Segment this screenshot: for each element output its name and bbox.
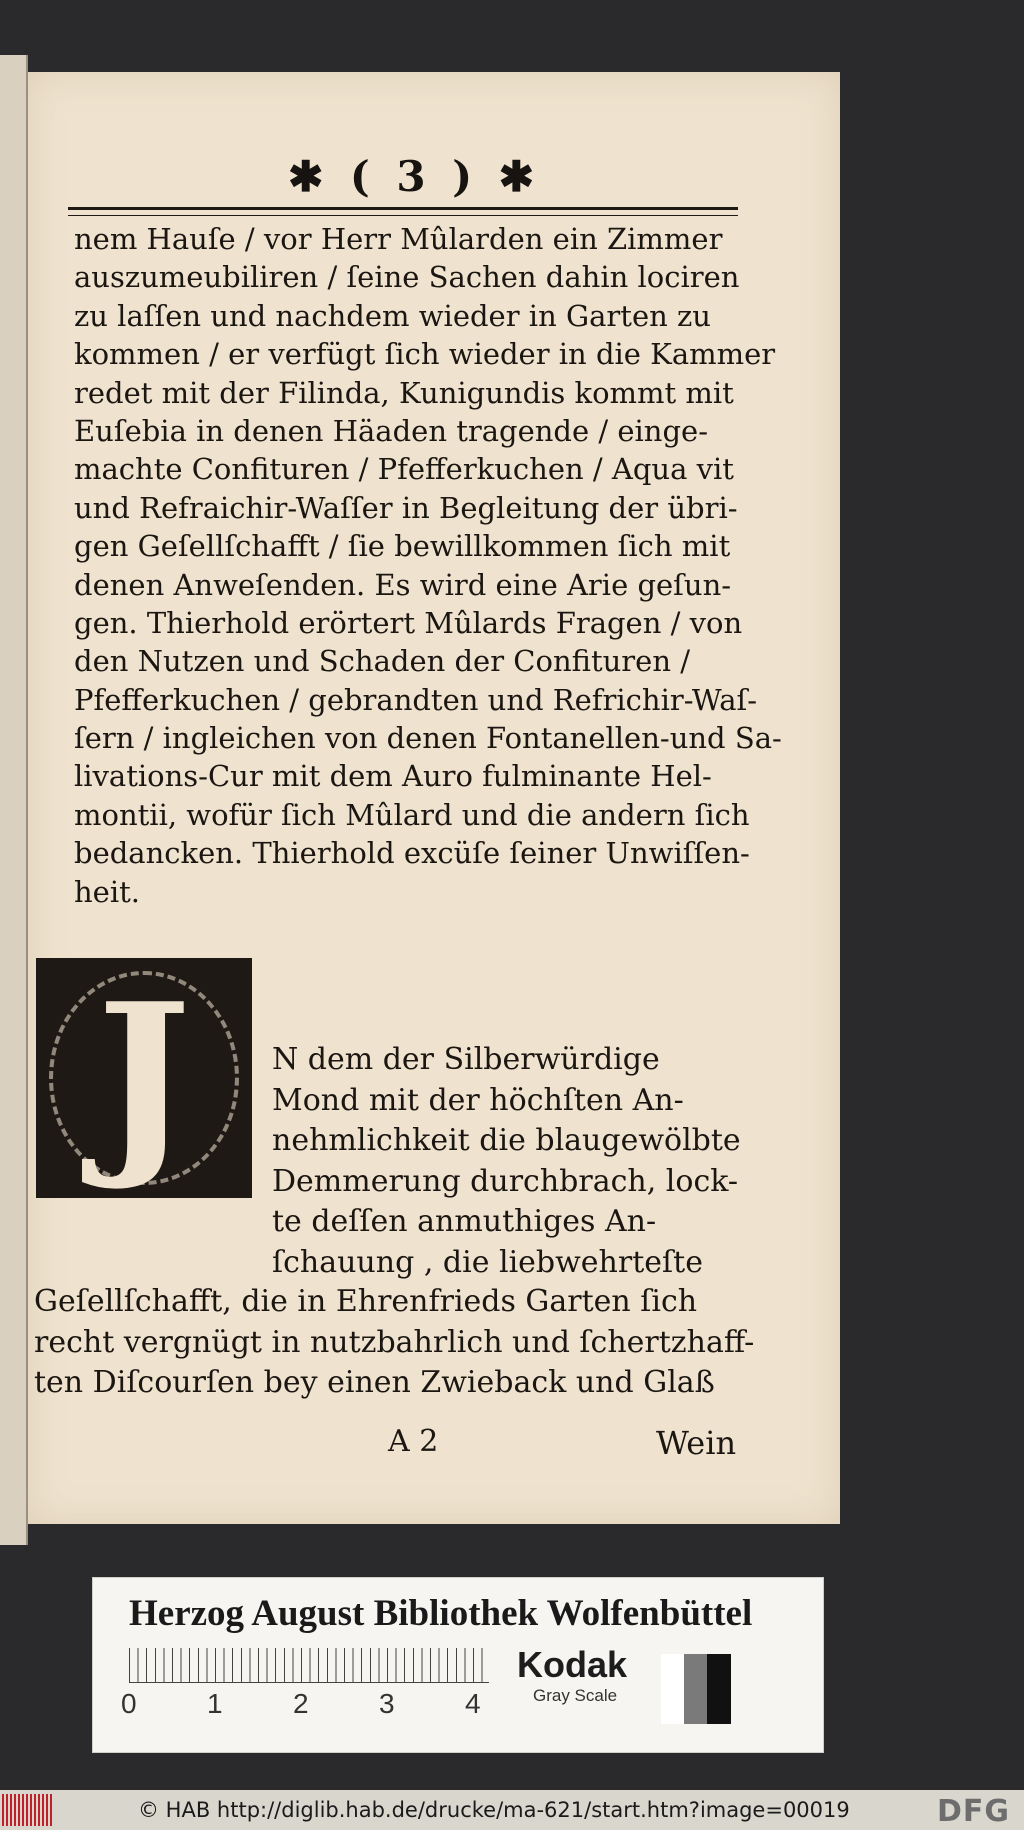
- dfg-logo: DFG: [936, 1794, 1010, 1829]
- library-title: Herzog August Bibliothek Wolfenbüttel: [129, 1593, 753, 1634]
- text-line: ſchauung , die liebwehrteſte: [272, 1244, 703, 1280]
- color-reference-card: [92, 1577, 824, 1753]
- text-line: Pfefferkuchen / gebrandten und Refrichir-Waſ-: [74, 682, 758, 717]
- paragraph-1: [74, 220, 782, 911]
- ruler-number: 1: [207, 1688, 223, 1719]
- text-line: auszumeubiliren / ſeine Sachen dahin lociren: [74, 260, 740, 295]
- text-line: zu laſſen und nachdem wieder in Garten zu: [74, 298, 711, 333]
- kodak-logo: Kodak: [517, 1644, 628, 1685]
- ruler-number: 4: [465, 1688, 481, 1719]
- catchword: Wein: [656, 1424, 737, 1462]
- header-rule: [68, 207, 738, 216]
- text-line: gen Geſellſchafft / ſie bewillkommen ſich mit: [74, 529, 731, 564]
- gray-swatch: [707, 1654, 731, 1724]
- text-line: und Refraichir-Waſſer in Begleitung der übri-: [74, 490, 738, 525]
- gray-swatch: [661, 1654, 685, 1724]
- paragraph-2-continued: [34, 1282, 755, 1404]
- text-line: kommen / er verfügt ſich wieder in die Kammer: [74, 337, 776, 372]
- signature-mark: A 2: [388, 1424, 439, 1459]
- text-line: redet mit der Filinda, Kunigundis kommt mit: [74, 375, 734, 410]
- gray-swatch: [684, 1654, 708, 1724]
- text-line: machte Confituren / Pfefferkuchen / Aqua vit: [74, 452, 734, 487]
- footer-bar: [0, 1790, 1024, 1830]
- text-line: livations-Cur mit dem Auro fulminante Hel-: [74, 759, 712, 794]
- text-line: Geſellſchafft, die in Ehrenfrieds Garten ſich: [34, 1284, 698, 1319]
- adjacent-page-edge: [0, 55, 28, 1545]
- gray-swatches: [661, 1654, 731, 1724]
- text-line: denen Anweſenden. Es wird eine Arie geſun-: [74, 567, 732, 602]
- book-page: [28, 72, 840, 1524]
- text-line: N dem der Silberwürdige: [272, 1042, 660, 1077]
- barcode-icon: [2, 1794, 52, 1826]
- decorated-initial: [36, 958, 252, 1198]
- initial-letter: J: [96, 960, 192, 1195]
- page-header: ✱ ( 3 ) ✱: [288, 152, 540, 201]
- text-line: nehmlichkeit die blaugewölbte: [272, 1123, 741, 1158]
- text-line: den Nutzen und Schaden der Confituren /: [74, 644, 690, 679]
- text-line: nem Hauſe / vor Herr Mûlarden ein Zimmer: [74, 222, 723, 256]
- text-line: bedancken. Thierhold excüſe ſeiner Unwiſſen-: [74, 836, 750, 871]
- text-line: ten Diſcourſen bey einen Zwieback und Glaß: [34, 1365, 715, 1400]
- footer-credit[interactable]: © HAB http://diglib.hab.de/drucke/ma-621/start.htm?image=00019: [138, 1798, 850, 1822]
- ruler-number: 2: [293, 1688, 309, 1719]
- ruler-number: 3: [379, 1688, 395, 1719]
- text-line: gen. Thierhold erörtert Mûlards Fragen / von: [74, 605, 743, 640]
- gray-scale-label: Gray Scale: [533, 1686, 618, 1705]
- paragraph-2-beside-initial: [272, 1040, 744, 1283]
- text-line: Demmerung durchbrach, lock-: [272, 1163, 739, 1199]
- scale-ruler: [121, 1648, 489, 1719]
- text-line: montii, wofür ſich Mûlard und die andern ſich: [74, 797, 750, 832]
- ruler-number: 0: [121, 1688, 137, 1719]
- text-line: recht vergnügt in nutzbahrlich und ſchertzhaff-: [34, 1324, 755, 1360]
- initial-ornament: [49, 971, 239, 1185]
- ruler-ticks: [129, 1648, 489, 1683]
- text-line: heit.: [74, 874, 140, 909]
- text-line: Mond mit der höchſten An-: [272, 1082, 684, 1118]
- text-line: te deſſen anmuthiges An-: [272, 1204, 657, 1239]
- text-line: ſern / ingleichen von denen Fontanellen-und Sa-: [74, 721, 782, 756]
- text-line: Euſebia in denen Häaden tragende / einge-: [74, 413, 708, 448]
